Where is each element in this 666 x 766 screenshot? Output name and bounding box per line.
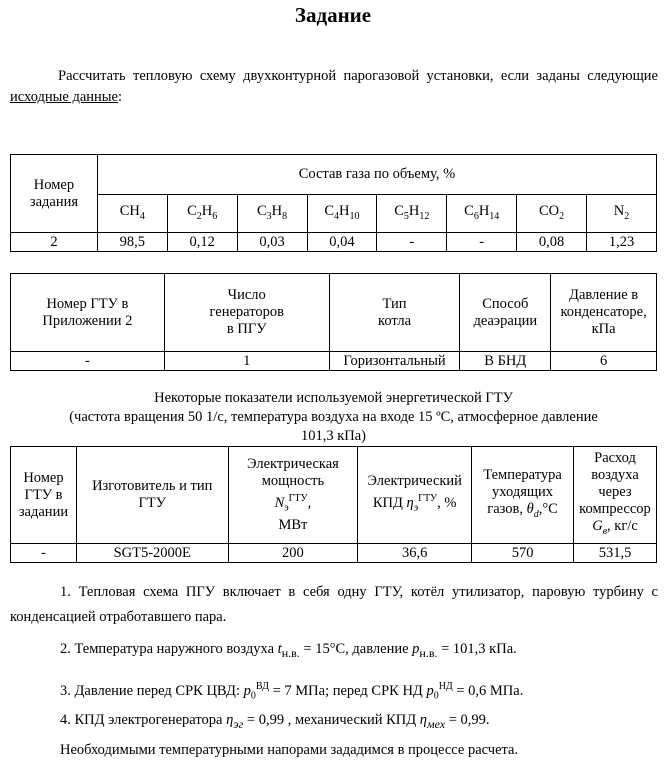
table-cell: 0,12 xyxy=(167,233,237,252)
component-ch4: $CH_4$ xyxy=(97,195,167,233)
component-c5h12: $C_5H_{12}$ xyxy=(377,195,447,233)
table-cell: - xyxy=(447,233,517,252)
caption-line: 101,3 кПа) xyxy=(300,428,367,444)
component-c4h10: $C_4H_{10}$ xyxy=(307,195,377,233)
table-cell: 98,5 xyxy=(97,233,167,252)
exhaust-temp-header: Температура уходящих газов, $\theta_d,^\circ С$ xyxy=(472,447,574,544)
closing-note: Необходимыми температурными напорами зададимся в процессе расчета. xyxy=(60,742,519,758)
intro-underlined: исходные данные xyxy=(10,89,118,105)
gtu-caption xyxy=(10,389,657,446)
table-cell: - xyxy=(11,544,77,563)
table-cell: 6 xyxy=(551,352,657,371)
intro-colon: : xyxy=(118,89,123,105)
table-cell: 36,6 xyxy=(358,544,472,563)
boiler-type-header: Тип котла xyxy=(329,274,460,352)
table-cell: SGT5-2000E xyxy=(76,544,228,563)
table-cell: - xyxy=(11,352,165,371)
condenser-pressure-header: Давление в конденсаторе, кПа xyxy=(551,274,657,352)
table-cell: 531,5 xyxy=(574,544,657,563)
gtu-number-header: Номер ГТУ в задании xyxy=(11,447,77,544)
deaeration-header: Способ деаэрации xyxy=(460,274,551,352)
table-cell: 200 xyxy=(228,544,358,563)
power-header: Электрическая мощность $N_э^{ГТУ}$, МВт xyxy=(228,447,358,544)
intro-paragraph xyxy=(10,66,658,108)
gtu-parameters-table xyxy=(10,446,657,563)
generators-header: Число генераторов в ПГУ xyxy=(164,274,329,352)
table-cell: 2 xyxy=(11,233,98,252)
task-number-header: Номер задания xyxy=(11,155,98,233)
item-3: 3. Давление перед СРК ЦВД: $p_0^{ВД} = 7$ МПа; перед СРК НД $p_0^{НД} = 0,6$ МПа. xyxy=(60,681,524,702)
table-cell: 0,03 xyxy=(237,233,307,252)
caption-line: (частота вращения 50 1/с, температура воздуха на входе 15 ºС, атмосферное давление xyxy=(69,409,598,425)
component-c2h6: $C_2H_6$ xyxy=(167,195,237,233)
manufacturer-header: Изготовитель и тип ГТУ xyxy=(76,447,228,544)
component-n2: $N_2$ xyxy=(587,195,657,233)
caption-line: Некоторые показатели используемой энергетической ГТУ xyxy=(154,390,513,406)
table-cell: 1 xyxy=(164,352,329,371)
item-2: 2. Температура наружного воздуха $t_{н.в.} = 15^\circ С$, давление $p_{н.в.} = 101,3$ кПа. xyxy=(60,641,517,660)
table-cell: В БНД xyxy=(460,352,551,371)
table-cell: 0,08 xyxy=(517,233,587,252)
gtu-appendix-header: Номер ГТУ в Приложении 2 xyxy=(11,274,165,352)
table-cell: Горизонтальный xyxy=(329,352,460,371)
composition-header: Состав газа по объему, % xyxy=(97,155,656,195)
item-1: 1. Тепловая схема ПГУ включает в себя одну ГТУ, котёл утилизатор, паровую турбину с конденсацией отработавшего пара. xyxy=(10,584,658,625)
gas-composition-table xyxy=(10,154,657,252)
table-cell: 1,23 xyxy=(587,233,657,252)
page-title: Задание xyxy=(294,3,372,27)
plant-config-table xyxy=(10,273,657,371)
component-c3h8: $C_3H_8$ xyxy=(237,195,307,233)
table-cell: - xyxy=(377,233,447,252)
component-c6h14: $C_6H_{14}$ xyxy=(447,195,517,233)
table-cell: 570 xyxy=(472,544,574,563)
table-cell: 0,04 xyxy=(307,233,377,252)
air-flow-header: Расход воздуха через компрессор $G_в$, кг/с xyxy=(574,447,657,544)
efficiency-header: Электрический КПД $\eta_э^{ГТУ}$, % xyxy=(358,447,472,544)
intro-text: Рассчитать тепловую схему двухконтурной парогазовой установки, если заданы следующие xyxy=(58,68,658,84)
component-co2: $CO_2$ xyxy=(517,195,587,233)
item-4: 4. КПД электрогенератора $\eta_{эг} = 0,99$ , механический КПД $\eta_{мех} = 0,99$. xyxy=(60,712,490,731)
